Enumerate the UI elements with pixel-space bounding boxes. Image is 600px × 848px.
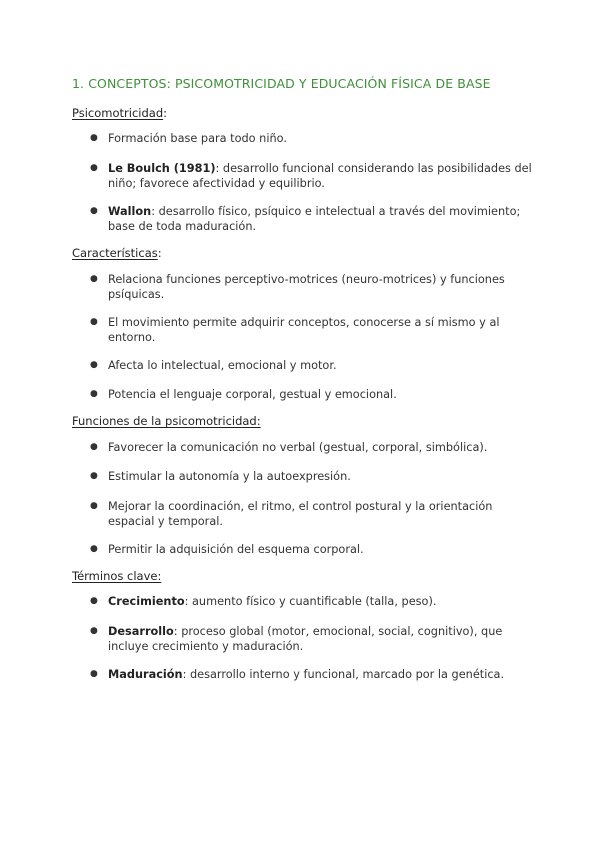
list-item-text: Mejorar la coordinación, el ritmo, el control postural y la orientación espacial y temporal. — [108, 500, 493, 528]
section-heading-caracteristicas — [72, 246, 162, 260]
bullet-icon: ● — [90, 442, 98, 452]
section-heading-terminos-clave — [72, 569, 161, 583]
list-item-text: Maduración: desarrollo interno y funcional, marcado por la genética. — [108, 668, 505, 681]
bullet-icon: ● — [90, 274, 98, 284]
list-item — [90, 667, 538, 682]
list-item-text: Wallon: desarrollo físico, psíquico e intelectual a través del movimiento; base de toda maduración. — [108, 205, 521, 233]
list-item — [90, 440, 538, 455]
bullet-icon: ● — [90, 669, 98, 679]
list-item — [90, 469, 538, 484]
section-heading-psicomotricidad — [72, 106, 167, 120]
bullet-icon: ● — [90, 206, 98, 216]
list-item — [90, 315, 538, 345]
list-item-text: Favorecer la comunicación no verbal (gestual, corporal, simbólica). — [108, 441, 488, 454]
bullet-icon: ● — [90, 163, 98, 173]
bullet-icon: ● — [90, 389, 98, 399]
list-item-text: Estimular la autonomía y la autoexpresión. — [108, 470, 351, 483]
list-item-text: Formación base para todo niño. — [108, 132, 287, 145]
list-item-text: Permitir la adquisición del esquema corporal. — [108, 543, 364, 556]
list-item-text: Le Boulch (1981): desarrollo funcional considerando las posibilidades del niño; favorece afectividad y equilibrio. — [108, 162, 532, 190]
bullet-icon: ● — [90, 360, 98, 370]
bullet-icon: ● — [90, 501, 98, 511]
bullet-icon: ● — [90, 133, 98, 143]
list-item-text: Potencia el lenguaje corporal, gestual y emocional. — [108, 388, 397, 401]
section-heading-text: Funciones de la psicomotricidad: — [72, 414, 261, 428]
bullet-icon: ● — [90, 317, 98, 327]
list-item-text: Crecimiento: aumento físico y cuantificable (talla, peso). — [108, 595, 437, 608]
bullet-icon: ● — [90, 544, 98, 554]
list-item-text: El movimiento permite adquirir conceptos, conocerse a sí mismo y al entorno. — [108, 316, 500, 344]
list-item — [90, 387, 538, 402]
list-item — [90, 542, 538, 557]
list-item — [90, 594, 538, 609]
section-heading-suffix: : — [163, 106, 167, 120]
bullet-icon: ● — [90, 596, 98, 606]
list-item — [90, 204, 538, 234]
section-heading-text: Características — [72, 246, 158, 260]
list-item — [90, 131, 538, 146]
bullet-icon: ● — [90, 626, 98, 636]
list-item-text: Afecta lo intelectual, emocional y motor. — [108, 359, 337, 372]
section-heading-suffix: : — [157, 246, 162, 260]
page-title: 1. CONCEPTOS: PSICOMOTRICIDAD Y EDUCACIÓN FÍSICA DE BASE — [72, 76, 491, 91]
section-heading-funciones — [72, 414, 261, 428]
list-item — [90, 272, 538, 302]
list-item — [90, 499, 538, 529]
list-item-text: Desarrollo: proceso global (motor, emocional, social, cognitivo), que incluye crecimiento y maduración. — [108, 625, 503, 653]
list-item — [90, 624, 538, 654]
bullet-icon: ● — [90, 471, 98, 481]
list-item — [90, 161, 538, 191]
section-heading-text: Psicomotricidad — [72, 106, 164, 120]
section-heading-text: Términos clave: — [72, 569, 162, 583]
list-item-text: Relaciona funciones perceptivo-motrices (neuro-motrices) y funciones psíquicas. — [108, 273, 505, 301]
list-item — [90, 358, 538, 373]
